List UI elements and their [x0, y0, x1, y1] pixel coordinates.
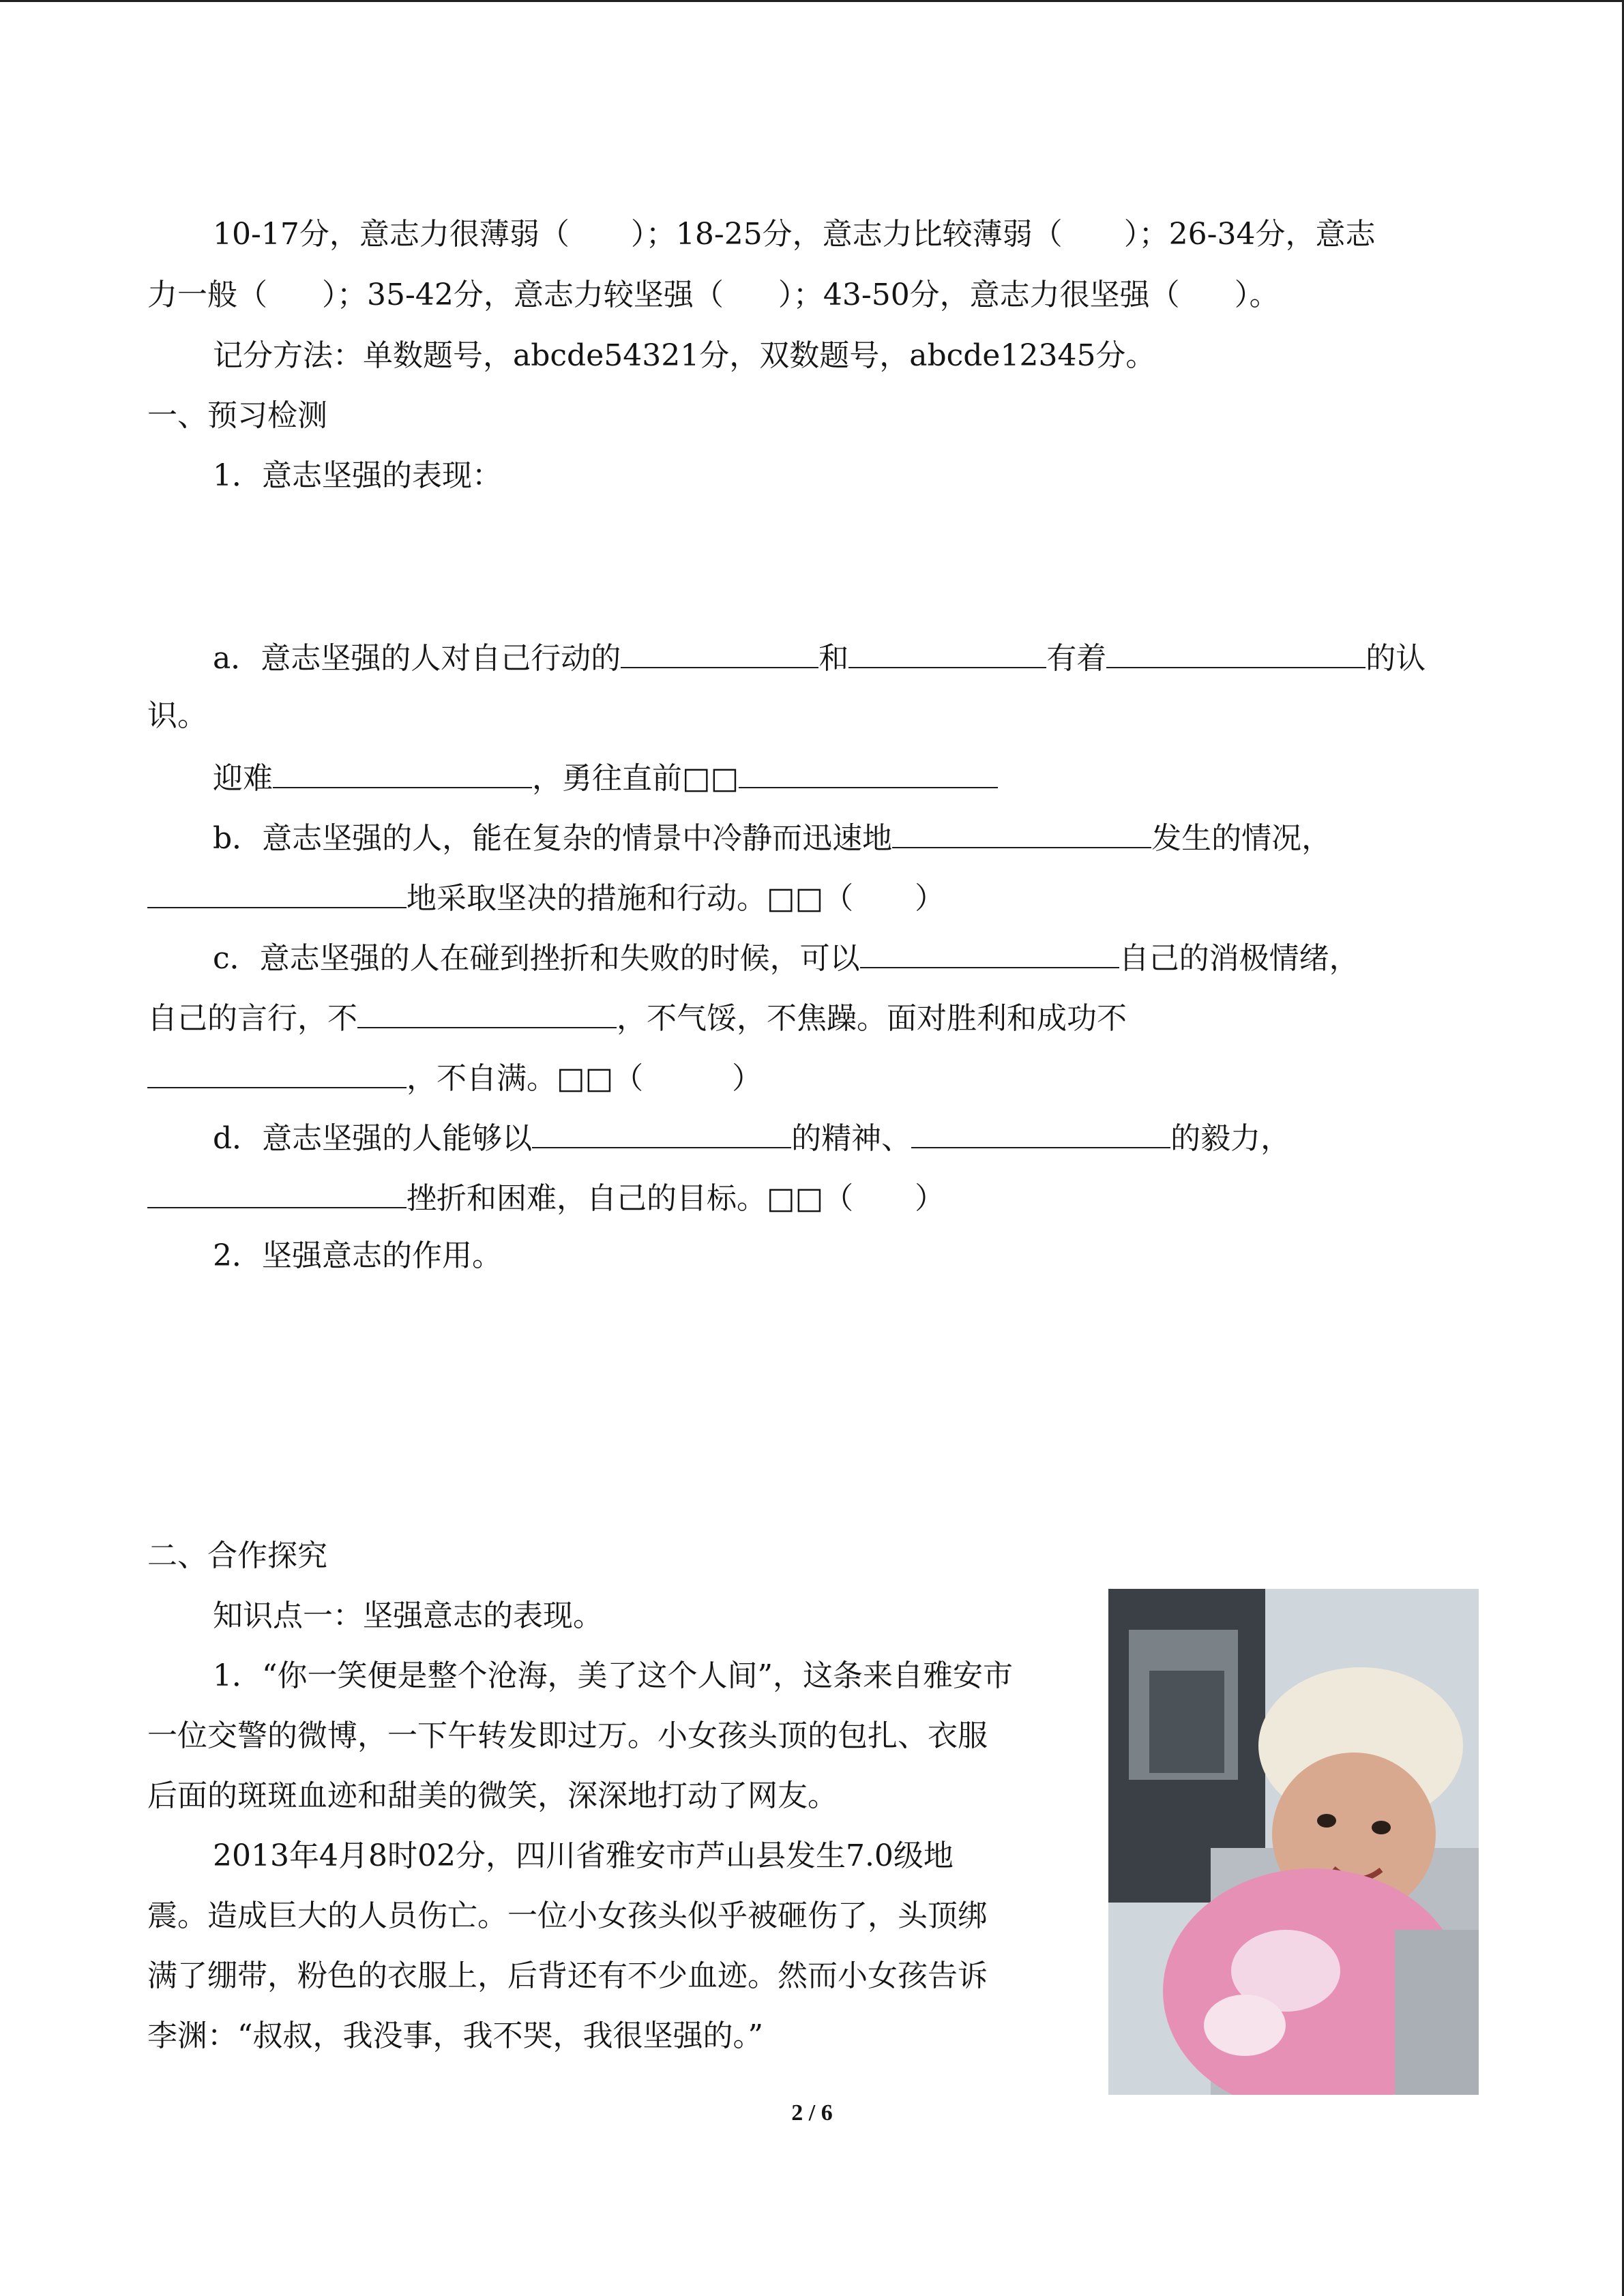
- scoring-text: ）；18-25分，意志力比较薄弱（: [630, 217, 1063, 252]
- idiom-line: 迎难 ，勇往直前□□: [213, 756, 998, 799]
- page-number: 2 / 6: [791, 2100, 833, 2126]
- paragraph-line: 2013年4月8时02分，四川省雅安市芦山县发生7.0级地: [213, 1838, 954, 1873]
- question-1: 1．意志坚强的表现：: [213, 458, 502, 493]
- blank-line[interactable]: [532, 1116, 791, 1148]
- scoring-text: ）；35-42分，意志力较坚强（: [322, 278, 724, 312]
- blank-line[interactable]: [147, 1056, 407, 1088]
- paragraph-line: 震。造成巨大的人员伤亡。一位小女孩头似乎被砸伤了，头顶绑: [147, 1898, 988, 1933]
- scoring-text: ）；26-34分，意志: [1123, 217, 1376, 252]
- blank-line[interactable]: [739, 756, 998, 788]
- blank-line[interactable]: [273, 756, 532, 788]
- scoring-text: 力一般（: [147, 278, 267, 312]
- girl-photo: [1108, 1589, 1479, 2095]
- page-border-top: [0, 0, 1624, 2]
- scoring-line-1: [213, 214, 1376, 255]
- scoring-text: ）。: [1234, 278, 1280, 312]
- knowledge-point: 知识点一：坚强意志的表现。: [213, 1598, 603, 1633]
- item-c-line-3: ，不自满。□□（ ）: [147, 1056, 762, 1099]
- paragraph-line: 满了绷带，粉色的衣服上，后背还有不少血迹。然而小女孩告诉: [147, 1958, 988, 1993]
- question-2: 2．坚强意志的作用。: [213, 1238, 502, 1273]
- item-c-line-1: c．意志坚强的人在碰到挫折和失败的时候，可以 自己的消极情绪，: [213, 936, 1359, 979]
- blank-line[interactable]: [621, 636, 818, 668]
- blank-line[interactable]: [911, 1116, 1170, 1148]
- section-heading: 二、合作探究: [147, 1538, 327, 1573]
- item-d-line-1: d．意志坚强的人能够以 的精神、 的毅力，: [213, 1116, 1290, 1159]
- blank-line[interactable]: [357, 996, 617, 1028]
- item-a-line-2: 识。: [147, 698, 207, 733]
- scoring-line-2: [147, 275, 1280, 316]
- item-a-line-1: a．意志坚强的人对自己行动的 和 有着 的认: [213, 636, 1426, 679]
- scoring-text: ）；43-50分，意志力很坚强（: [778, 278, 1180, 312]
- paragraph-line: 一位交警的微博，一下午转发即过万。小女孩头顶的包扎、衣服: [147, 1718, 988, 1753]
- blank-line[interactable]: [147, 876, 407, 908]
- blank-line[interactable]: [1106, 636, 1365, 668]
- item-b-line-1: b．意志坚强的人，能在复杂的情景中冷静而迅速地 发生的情况，: [213, 816, 1331, 859]
- item-c-line-2: 自己的言行，不 ，不气馁，不焦躁。面对胜利和成功不: [147, 996, 1127, 1039]
- section-heading: 一、预习检测: [147, 398, 327, 433]
- paragraph-line: 后面的斑斑血迹和甜美的微笑，深深地打动了网友。: [147, 1778, 838, 1813]
- scoring-method: 记分方法：单数题号，abcde54321分，双数题号，abcde12345分。: [213, 338, 1156, 373]
- paragraph-line: 1．“你一笑便是整个沧海，美了这个人间”，这条来自雅安市: [213, 1658, 1013, 1693]
- item-d-line-2: 挫折和困难，自己的目标。□□（ ）: [147, 1176, 945, 1219]
- item-b-line-2: 地采取坚决的措施和行动。□□（ ）: [147, 876, 945, 919]
- blank-line[interactable]: [860, 936, 1119, 968]
- blank-line[interactable]: [848, 636, 1046, 668]
- paragraph-line: 李渊：“叔叔，我没事，我不哭，我很坚强的。”: [147, 2018, 763, 2053]
- blank-line[interactable]: [147, 1176, 407, 1208]
- blank-line[interactable]: [892, 816, 1151, 848]
- scoring-text: 10-17分，意志力很薄弱（: [213, 217, 570, 252]
